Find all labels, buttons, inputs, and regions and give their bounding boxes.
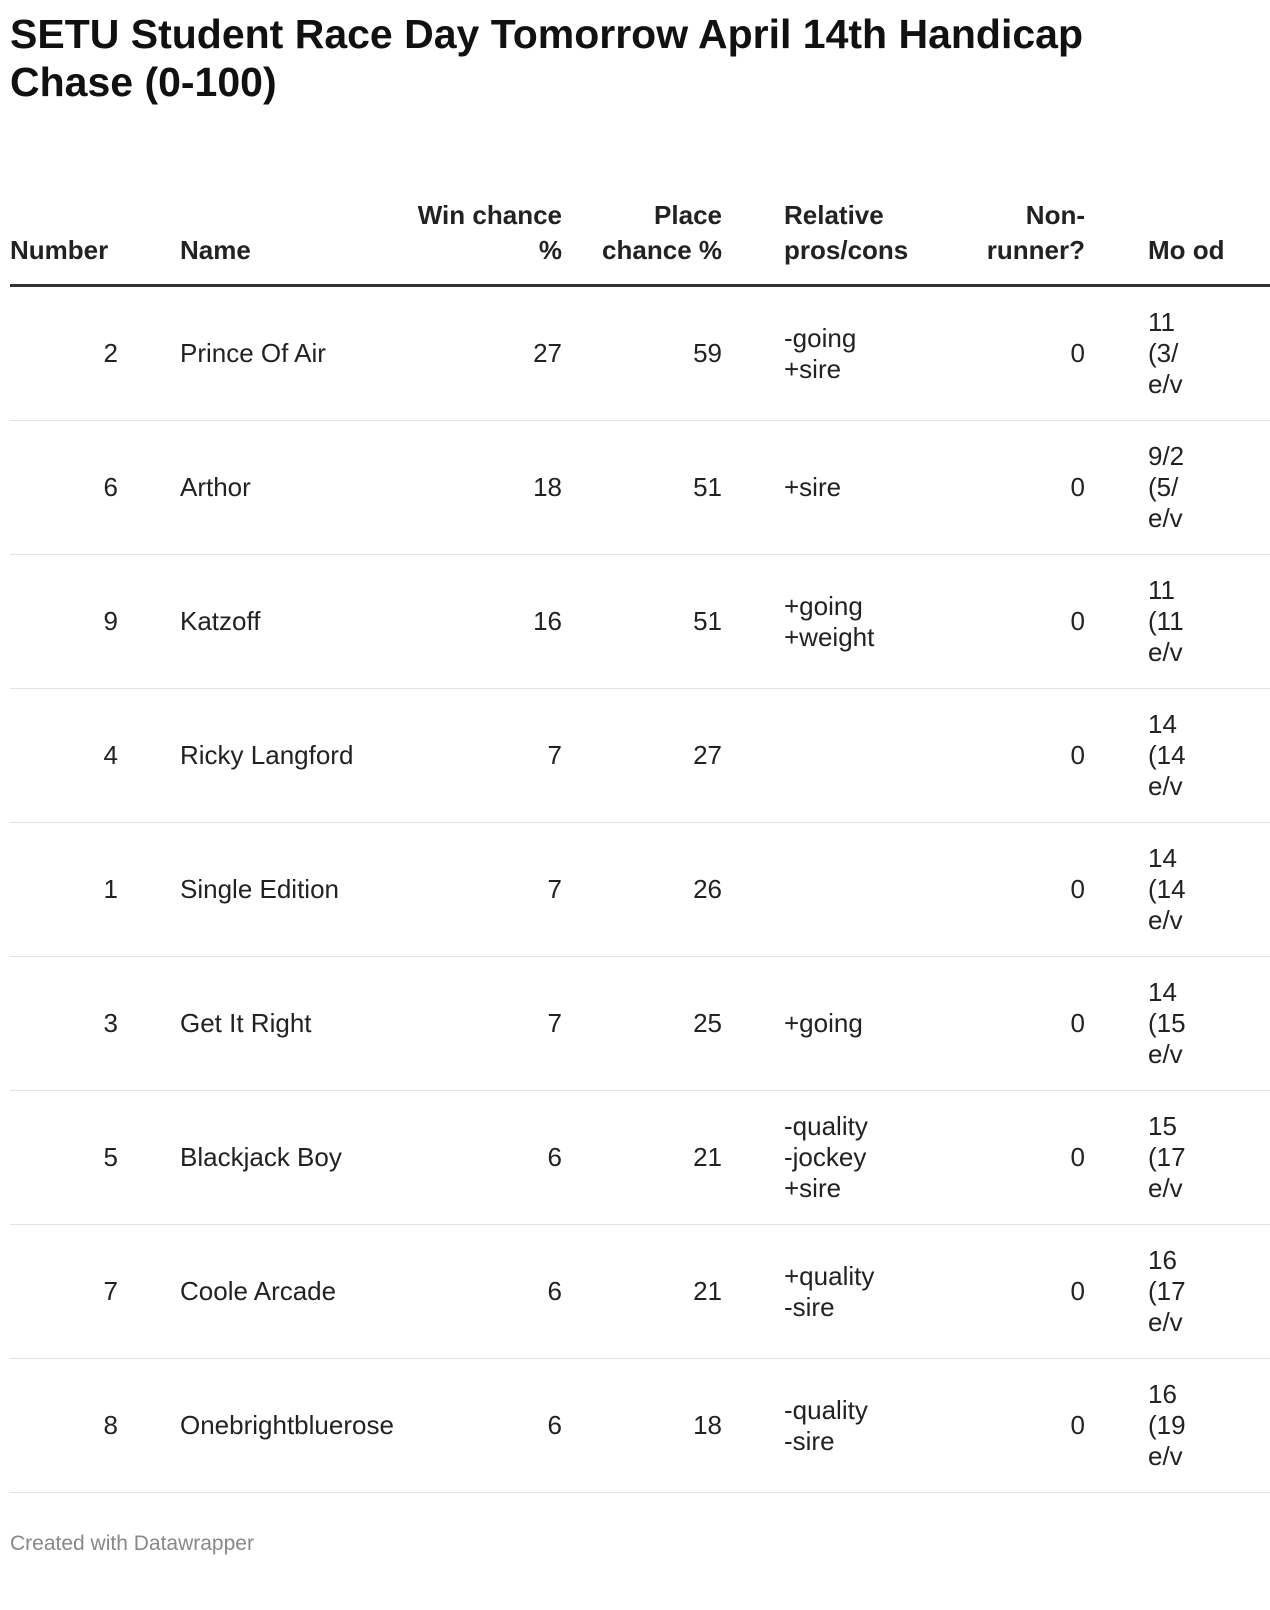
col-header-place-chance[interactable]: Place chance % xyxy=(562,160,722,286)
col-header-number[interactable]: Number xyxy=(10,160,118,286)
cell-name: Onebrightbluerose xyxy=(118,1359,390,1493)
cell-pros-cons: -quality -sire xyxy=(722,1359,940,1493)
cell-pros-cons: -going +sire xyxy=(722,286,940,421)
cell-non-runner: 0 xyxy=(940,1091,1085,1225)
table-row xyxy=(10,555,1270,689)
cell-odds: 14 (15 e/v xyxy=(1085,957,1270,1091)
cell-non-runner: 0 xyxy=(940,286,1085,421)
cell-win-chance: 6 xyxy=(390,1091,562,1225)
cell-name: Get It Right xyxy=(118,957,390,1091)
table-row xyxy=(10,421,1270,555)
table-row xyxy=(10,1359,1270,1493)
cell-number: 4 xyxy=(10,689,118,823)
cell-place-chance: 26 xyxy=(562,823,722,957)
cell-number: 6 xyxy=(10,421,118,555)
cell-place-chance: 59 xyxy=(562,286,722,421)
cell-number: 9 xyxy=(10,555,118,689)
cell-odds: 16 (17 e/v xyxy=(1085,1225,1270,1359)
cell-number: 7 xyxy=(10,1225,118,1359)
cell-pros-cons: +quality -sire xyxy=(722,1225,940,1359)
cell-place-chance: 21 xyxy=(562,1091,722,1225)
cell-number: 2 xyxy=(10,286,118,421)
table-row xyxy=(10,286,1270,421)
cell-win-chance: 6 xyxy=(390,1359,562,1493)
cell-non-runner: 0 xyxy=(940,1359,1085,1493)
cell-name: Arthor xyxy=(118,421,390,555)
cell-non-runner: 0 xyxy=(940,957,1085,1091)
cell-odds: 15 (17 e/v xyxy=(1085,1091,1270,1225)
col-header-odds[interactable]: Mo od xyxy=(1085,160,1270,286)
cell-place-chance: 18 xyxy=(562,1359,722,1493)
cell-odds: 14 (14 e/v xyxy=(1085,823,1270,957)
cell-pros-cons: +going +weight xyxy=(722,555,940,689)
cell-non-runner: 0 xyxy=(940,689,1085,823)
cell-odds: 16 (19 e/v xyxy=(1085,1359,1270,1493)
cell-name: Ricky Langford xyxy=(118,689,390,823)
cell-place-chance: 51 xyxy=(562,555,722,689)
results-table-container[interactable] xyxy=(10,160,1225,1493)
page-title: SETU Student Race Day Tomorrow April 14th Handicap Chase (0-100) xyxy=(10,11,1084,105)
cell-place-chance: 27 xyxy=(562,689,722,823)
cell-win-chance: 27 xyxy=(390,286,562,421)
col-header-win-chance[interactable]: Win chance % xyxy=(390,160,562,286)
col-header-name[interactable]: Name xyxy=(118,160,390,286)
cell-place-chance: 25 xyxy=(562,957,722,1091)
cell-number: 5 xyxy=(10,1091,118,1225)
table-row xyxy=(10,1091,1270,1225)
cell-number: 3 xyxy=(10,957,118,1091)
table-header-row xyxy=(10,160,1270,286)
cell-pros-cons xyxy=(722,689,940,823)
table-row xyxy=(10,689,1270,823)
cell-non-runner: 0 xyxy=(940,1225,1085,1359)
cell-place-chance: 21 xyxy=(562,1225,722,1359)
cell-win-chance: 16 xyxy=(390,555,562,689)
cell-non-runner: 0 xyxy=(940,555,1085,689)
cell-number: 1 xyxy=(10,823,118,957)
cell-name: Katzoff xyxy=(118,555,390,689)
cell-pros-cons: +sire xyxy=(722,421,940,555)
cell-pros-cons: -quality -jockey +sire xyxy=(722,1091,940,1225)
cell-odds: 11 (3/ e/v xyxy=(1085,286,1270,421)
table-row xyxy=(10,1225,1270,1359)
cell-name: Blackjack Boy xyxy=(118,1091,390,1225)
table-row xyxy=(10,823,1270,957)
cell-number: 8 xyxy=(10,1359,118,1493)
footer-credit: Created with Datawrapper xyxy=(10,1532,254,1555)
cell-win-chance: 7 xyxy=(390,823,562,957)
table-row xyxy=(10,957,1270,1091)
cell-odds: 11 (11 e/v xyxy=(1085,555,1270,689)
col-header-pros-cons[interactable]: Relative pros/cons xyxy=(722,160,940,286)
cell-name: Coole Arcade xyxy=(118,1225,390,1359)
table-body xyxy=(10,286,1270,1493)
cell-win-chance: 7 xyxy=(390,689,562,823)
results-table xyxy=(10,160,1270,1493)
cell-pros-cons: +going xyxy=(722,957,940,1091)
cell-win-chance: 7 xyxy=(390,957,562,1091)
cell-name: Prince Of Air xyxy=(118,286,390,421)
cell-name: Single Edition xyxy=(118,823,390,957)
cell-odds: 14 (14 e/v xyxy=(1085,689,1270,823)
cell-win-chance: 6 xyxy=(390,1225,562,1359)
cell-place-chance: 51 xyxy=(562,421,722,555)
cell-non-runner: 0 xyxy=(940,421,1085,555)
col-header-non-runner[interactable]: Non-runner? xyxy=(940,160,1085,286)
cell-odds: 9/2 (5/ e/v xyxy=(1085,421,1270,555)
cell-pros-cons xyxy=(722,823,940,957)
cell-non-runner: 0 xyxy=(940,823,1085,957)
cell-win-chance: 18 xyxy=(390,421,562,555)
